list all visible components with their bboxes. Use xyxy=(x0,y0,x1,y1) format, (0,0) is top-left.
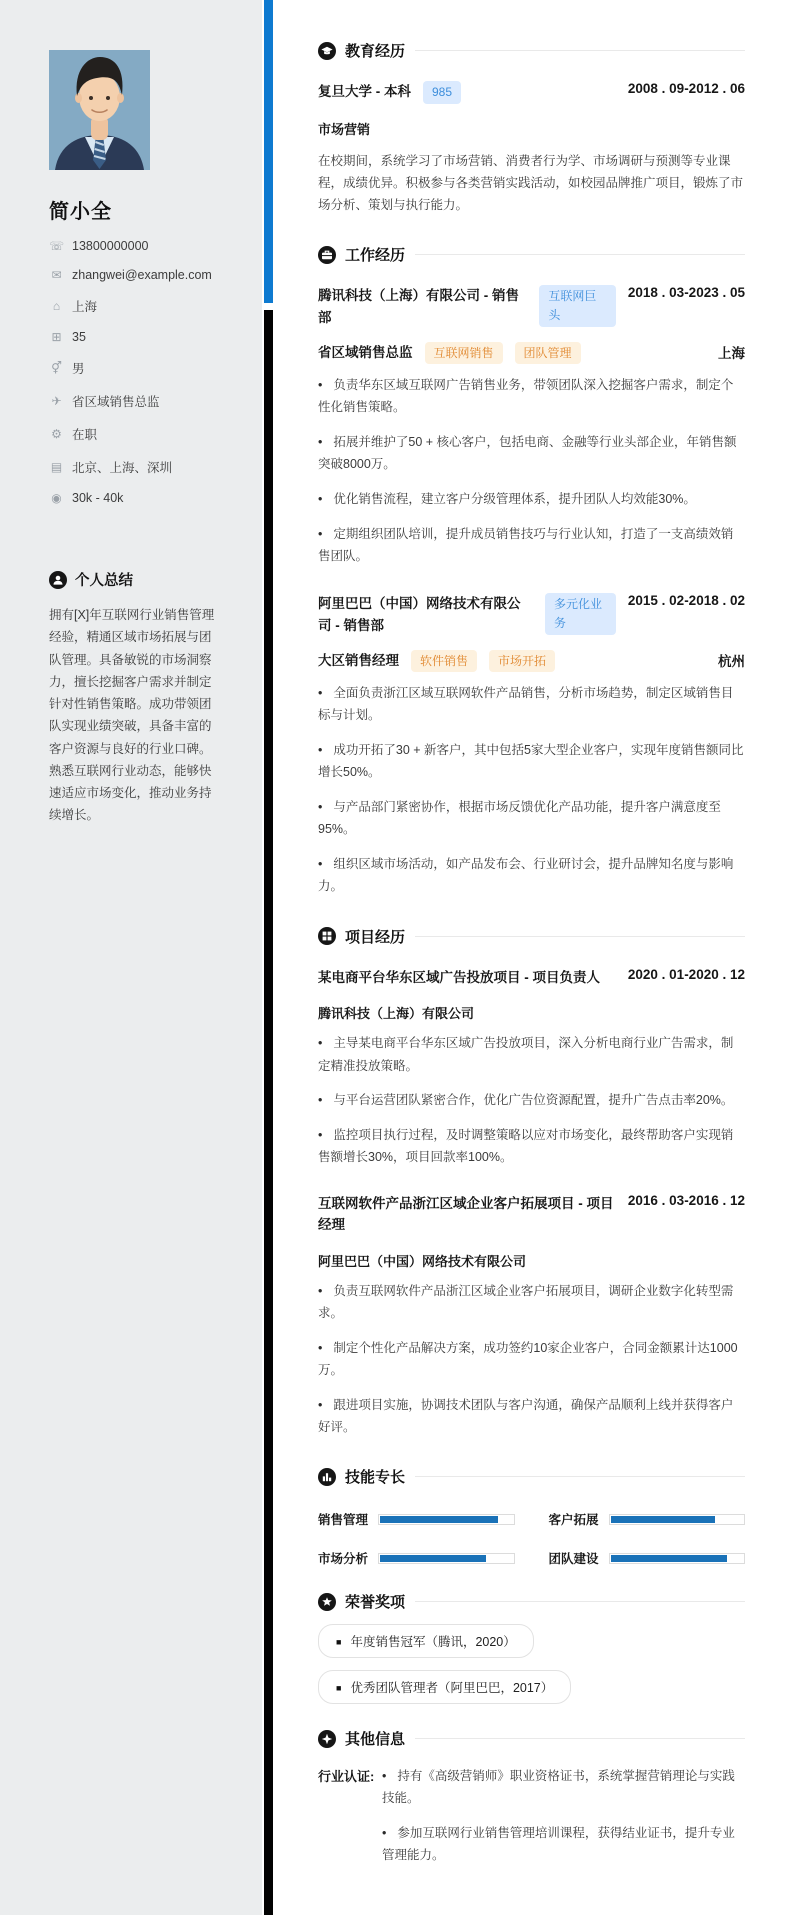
sidebar xyxy=(0,0,262,1915)
honors-section xyxy=(318,1591,745,1704)
job-location: 上海 xyxy=(718,345,745,361)
gender-icon: ⚥ xyxy=(51,361,62,375)
section-title: 荣誉奖项 xyxy=(345,1594,406,1612)
job-role: 大区销售经理 xyxy=(318,652,399,668)
projects-section xyxy=(318,926,745,1439)
scrollbar[interactable] xyxy=(262,0,276,1915)
job-bullet: • 全面负责浙江区域互联网软件产品销售，分析市场趋势，制定区域销售目标与计划。 xyxy=(318,682,745,727)
age-icon: ⊞ xyxy=(51,330,62,344)
position-icon: ✈ xyxy=(51,394,62,408)
bar-chart-icon xyxy=(318,1468,336,1486)
skill-label: 客户拓展 xyxy=(548,1513,599,1528)
job-bullet: • 拓展并维护了50 + 核心客户，包括电商、金融等行业头部企业，年销售额突破8000万。 xyxy=(318,431,745,476)
job-entry xyxy=(318,285,745,567)
skill-label: 销售管理 xyxy=(318,1513,369,1528)
company-name: 阿里巴巴（中国）网络技术有限公司 - 销售部 xyxy=(318,596,521,633)
role-badge: 市场开拓 xyxy=(489,650,555,673)
skill-row xyxy=(318,1549,515,1567)
skill-bar xyxy=(609,1514,745,1525)
contact-row xyxy=(49,425,244,443)
position-value: 省区域销售总监 xyxy=(72,395,160,409)
skill-row xyxy=(549,1510,746,1528)
job-bullet: • 优化销售流程，建立客户分级管理体系，提升团队人均效能30%。 xyxy=(318,488,745,510)
phone-icon: ☏ xyxy=(49,239,65,253)
project-bullet: • 制定个性化产品解决方案，成功签约10家企业客户，合同金额累计达1000万。 xyxy=(318,1337,745,1382)
section-title: 教育经历 xyxy=(345,43,406,60)
email-value: zhangwei@example.com xyxy=(72,268,212,282)
section-title: 技能专长 xyxy=(345,1469,406,1487)
certification-bullet: • 持有《高级营销师》职业资格证书，系统掌握营销理论与实践技能。 xyxy=(382,1765,745,1810)
company-badge: 多元化业务 xyxy=(545,593,616,634)
project-bullet: • 监控项目执行过程，及时调整策略以应对市场变化，最终帮助客户实现销售额增长30%，项目回款率100%。 xyxy=(318,1124,745,1169)
job-bullet: • 成功开拓了30 + 新客户，其中包括5家大型企业客户，实现年度销售额同比增长50%。 xyxy=(318,739,745,784)
project-name: 某电商平台华东区域广告投放项目 - 项目负责人 xyxy=(318,969,600,985)
role-badge: 软件销售 xyxy=(411,650,477,673)
company-badge: 互联网巨头 xyxy=(539,285,616,326)
section-header xyxy=(318,1591,745,1612)
project-bullet: • 主导某电商平台华东区域广告投放项目，深入分析电商行业广告需求，制定精准投放策略。 xyxy=(318,1032,745,1077)
skill-bar xyxy=(378,1553,514,1564)
status-icon: ⚙ xyxy=(51,427,62,441)
project-date: 2016 . 03-2016 . 12 xyxy=(627,1192,745,1208)
contact-row xyxy=(49,392,244,410)
project-entry xyxy=(318,967,745,1169)
skill-label: 团队建设 xyxy=(548,1552,599,1567)
home-icon: ⌂ xyxy=(52,299,61,313)
section-header xyxy=(318,244,745,265)
job-date: 2018 . 03-2023 . 05 xyxy=(627,285,745,301)
divider xyxy=(415,936,745,937)
section-header xyxy=(318,40,745,61)
grid-icon xyxy=(318,927,336,945)
skill-bar xyxy=(378,1514,514,1525)
role-badge: 团队管理 xyxy=(515,342,581,365)
contact-row xyxy=(49,491,244,505)
skills-section xyxy=(318,1466,745,1567)
education-entry-header xyxy=(318,81,745,104)
section-title: 工作经历 xyxy=(345,247,406,265)
job-bullet: • 组织区域市场活动，如产品发布会、行业研讨会，提升品牌知名度与影响力。 xyxy=(318,853,745,898)
divider xyxy=(415,254,745,255)
job-bullet: • 负责华东区域互联网广告销售业务，带领团队深入挖掘客户需求，制定个性化销售策略。 xyxy=(318,374,745,419)
location-value: 上海 xyxy=(72,300,98,314)
section-title: 其他信息 xyxy=(345,1731,406,1749)
education-section xyxy=(318,40,745,216)
certification-bullet: • 参加互联网行业销售管理培训课程，获得结业证书，提升专业管理能力。 xyxy=(382,1822,745,1867)
skill-bar xyxy=(609,1553,745,1564)
job-status-value: 在职 xyxy=(72,428,98,442)
contact-row xyxy=(49,359,244,377)
school-name: 复旦大学 - 本科 xyxy=(318,84,411,99)
main-content xyxy=(276,0,794,1915)
section-header xyxy=(318,926,745,947)
section-header xyxy=(318,1728,745,1749)
company-name: 腾讯科技（上海）有限公司 - 销售部 xyxy=(318,288,519,325)
project-company: 阿里巴巴（中国）网络技术有限公司 xyxy=(318,1253,527,1269)
contact-row xyxy=(49,268,244,282)
target-cities-value: 北京、上海、深圳 xyxy=(72,461,173,475)
other-info-section xyxy=(318,1728,745,1879)
project-company: 腾讯科技（上海）有限公司 xyxy=(318,1006,475,1022)
education-date: 2008 . 09-2012 . 06 xyxy=(627,81,745,96)
graduation-cap-icon xyxy=(318,42,336,60)
candidate-name: 简小全 xyxy=(49,201,112,223)
skill-bar-fill xyxy=(380,1555,486,1562)
briefcase-icon xyxy=(318,246,336,264)
skill-bar-fill xyxy=(380,1516,498,1523)
email-icon: ✉ xyxy=(51,268,62,282)
role-badge: 互联网销售 xyxy=(425,342,503,365)
job-role: 省区域销售总监 xyxy=(318,344,413,360)
medal-icon xyxy=(318,1593,336,1611)
contact-row xyxy=(49,297,244,315)
city-icon: ▤ xyxy=(50,460,63,474)
contact-row xyxy=(49,458,244,476)
project-bullet: • 负责互联网软件产品浙江区域企业客户拓展项目，调研企业数字化转型需求。 xyxy=(318,1280,745,1325)
skill-row xyxy=(318,1510,515,1528)
user-icon xyxy=(49,571,67,589)
work-section xyxy=(318,244,745,897)
skill-grid xyxy=(318,1510,745,1567)
project-bullet: • 跟进项目实施，协调技术团队与客户沟通，确保产品顺利上线并获得客户好评。 xyxy=(318,1394,745,1439)
skill-bar-fill xyxy=(611,1555,728,1562)
summary-text: 拥有[X]年互联网行业销售管理经验，精通区域市场拓展与团队管理。具备敏锐的市场洞察力，擅长挖掘客户需求并制定针对性销售策略。成功带领团队实现业绩突破，具备丰富的客户资源与良好的行业口碑。熟悉互联网行业动态，能够快速适应市场变化，推动业务持续增长。 xyxy=(49,608,215,823)
honor-item: ■ 年度销售冠军（腾讯，2020） xyxy=(318,1624,534,1658)
job-bullet: • 与产品部门紧密协作，根据市场反馈优化产品功能，提升客户满意度至95%。 xyxy=(318,796,745,841)
divider xyxy=(415,1738,745,1739)
contact-row xyxy=(49,239,244,253)
age-value: 35 xyxy=(72,330,86,344)
job-location: 杭州 xyxy=(718,653,745,669)
job-bullet: • 定期组织团队培训，提升成员销售技巧与行业认知，打造了一支高绩效销售团队。 xyxy=(318,523,745,568)
project-entry xyxy=(318,1193,745,1439)
project-date: 2020 . 01-2020 . 12 xyxy=(627,966,745,982)
job-date: 2015 . 02-2018 . 02 xyxy=(627,593,745,609)
star-icon xyxy=(318,1730,336,1748)
skill-label: 市场分析 xyxy=(318,1552,369,1567)
school-badge: 985 xyxy=(423,81,461,104)
summary-title: 个人总结 xyxy=(75,573,133,589)
skill-bar-fill xyxy=(611,1516,716,1523)
section-title: 项目经历 xyxy=(345,928,406,946)
phone-value: 13800000000 xyxy=(72,239,149,253)
divider xyxy=(415,1601,745,1602)
certification-label: 行业认证: xyxy=(318,1769,375,1785)
salary-value: 30k - 40k xyxy=(72,491,124,505)
project-bullet: • 与平台运营团队紧密合作，优化广告位资源配置，提升广告点击率20%。 xyxy=(318,1089,745,1111)
divider xyxy=(415,50,745,51)
summary-header xyxy=(49,569,244,590)
certification-row xyxy=(318,1765,745,1879)
contact-list xyxy=(49,239,244,505)
job-entry xyxy=(318,593,745,897)
major: 市场营销 xyxy=(318,121,371,137)
project-name: 互联网软件产品浙江区域企业客户拓展项目 - 项目经理 xyxy=(318,1195,614,1233)
scrollbar-track[interactable] xyxy=(264,310,273,1915)
skill-row xyxy=(549,1549,746,1567)
section-header xyxy=(318,1466,745,1487)
profile-photo xyxy=(49,50,150,170)
honor-item: ■ 优秀团队管理者（阿里巴巴，2017） xyxy=(318,1670,571,1704)
divider xyxy=(415,1476,745,1477)
contact-row xyxy=(49,330,244,344)
gender-value: 男 xyxy=(72,362,85,376)
salary-icon: ◉ xyxy=(51,491,62,505)
certification-list xyxy=(382,1765,745,1879)
education-description: 在校期间，系统学习了市场营销、消费者行为学、市场调研与预测等专业课程，成绩优异。积极参与各类营销实践活动，如校园品牌推广项目，锻炼了市场分析、策划与执行能力。 xyxy=(318,153,744,213)
scrollbar-thumb[interactable] xyxy=(264,0,273,303)
